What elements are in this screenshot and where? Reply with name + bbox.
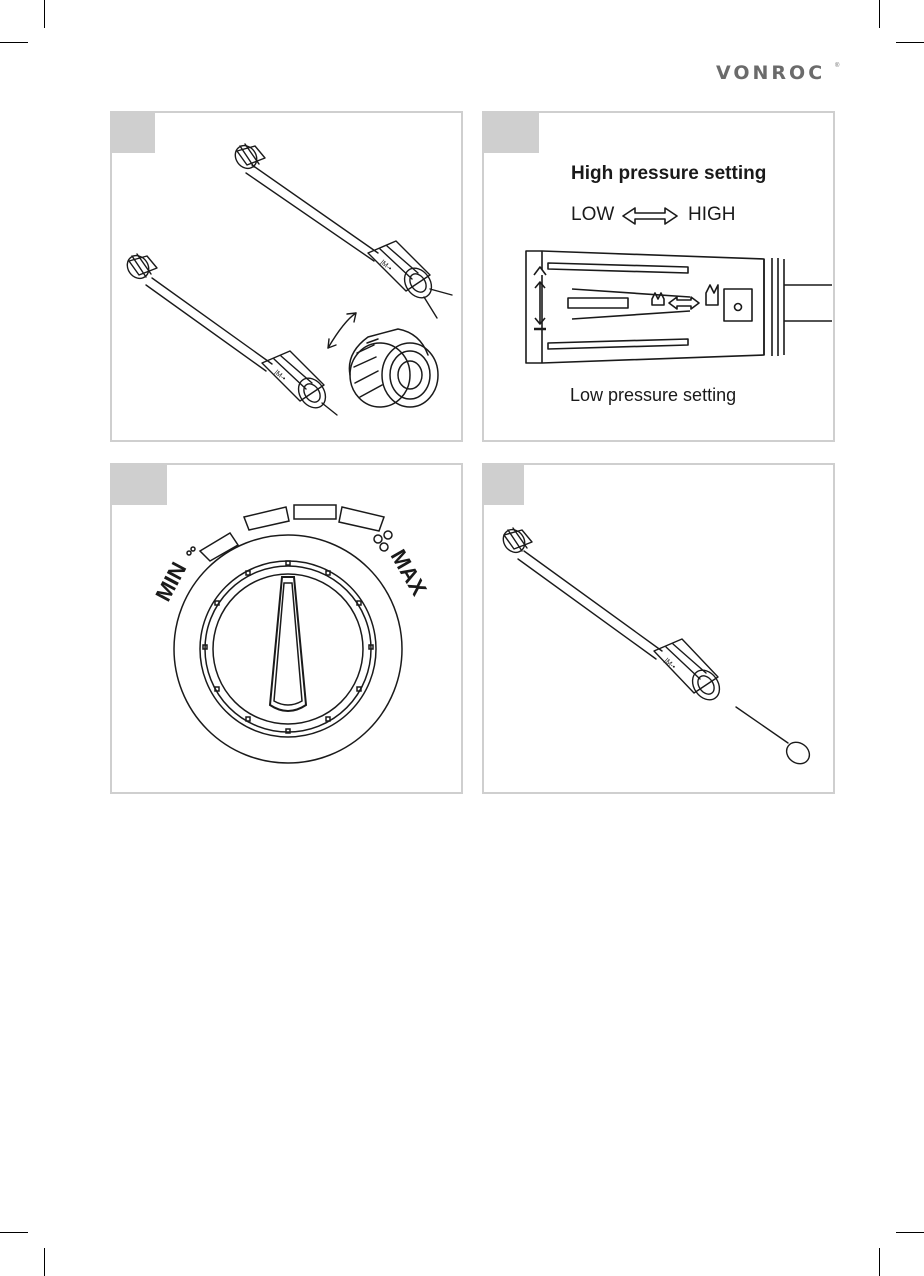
crop-mark <box>896 1232 924 1233</box>
nozzle-icon <box>526 251 832 363</box>
figure-panel-3 <box>110 463 463 794</box>
lance-icon <box>499 525 725 705</box>
double-arrow-icon <box>623 208 677 224</box>
crop-mark <box>879 0 880 28</box>
brand-name: VONROC <box>716 62 826 84</box>
needle-cleaning-illustration <box>484 465 833 792</box>
figure-panel-1 <box>110 111 463 442</box>
min-label: MIN <box>150 558 192 606</box>
low-label: LOW <box>571 204 615 225</box>
lance-icon <box>231 141 452 318</box>
rotate-arrow-icon <box>328 313 356 348</box>
svg-text:|M-•: |M-• <box>378 259 393 273</box>
nozzle-icon <box>349 329 438 407</box>
brand-trademark: ® <box>835 63 840 69</box>
crop-mark <box>44 1248 45 1276</box>
svg-text:|M-•: |M-• <box>272 369 287 383</box>
figure-panel-4 <box>482 463 835 794</box>
high-label: HIGH <box>688 204 736 225</box>
lance-icon <box>123 251 337 415</box>
crop-mark <box>879 1248 880 1276</box>
brand-logo <box>716 60 842 86</box>
figure-panel-2 <box>482 111 835 442</box>
lance-nozzle-illustration <box>112 113 461 440</box>
pressure-dial-illustration <box>112 465 461 792</box>
low-pressure-label: Low pressure setting <box>570 385 737 405</box>
high-pressure-title: High pressure setting <box>571 163 767 184</box>
crop-mark <box>44 0 45 28</box>
crop-mark <box>0 42 28 43</box>
svg-text:|M-•: |M-• <box>662 657 677 671</box>
cleaning-needle-icon <box>736 707 814 768</box>
max-label: MAX <box>385 545 432 600</box>
crop-mark <box>896 42 924 43</box>
nozzle-setting-illustration <box>484 113 833 440</box>
crop-mark <box>0 1232 28 1233</box>
pressure-dial-icon <box>174 535 402 763</box>
